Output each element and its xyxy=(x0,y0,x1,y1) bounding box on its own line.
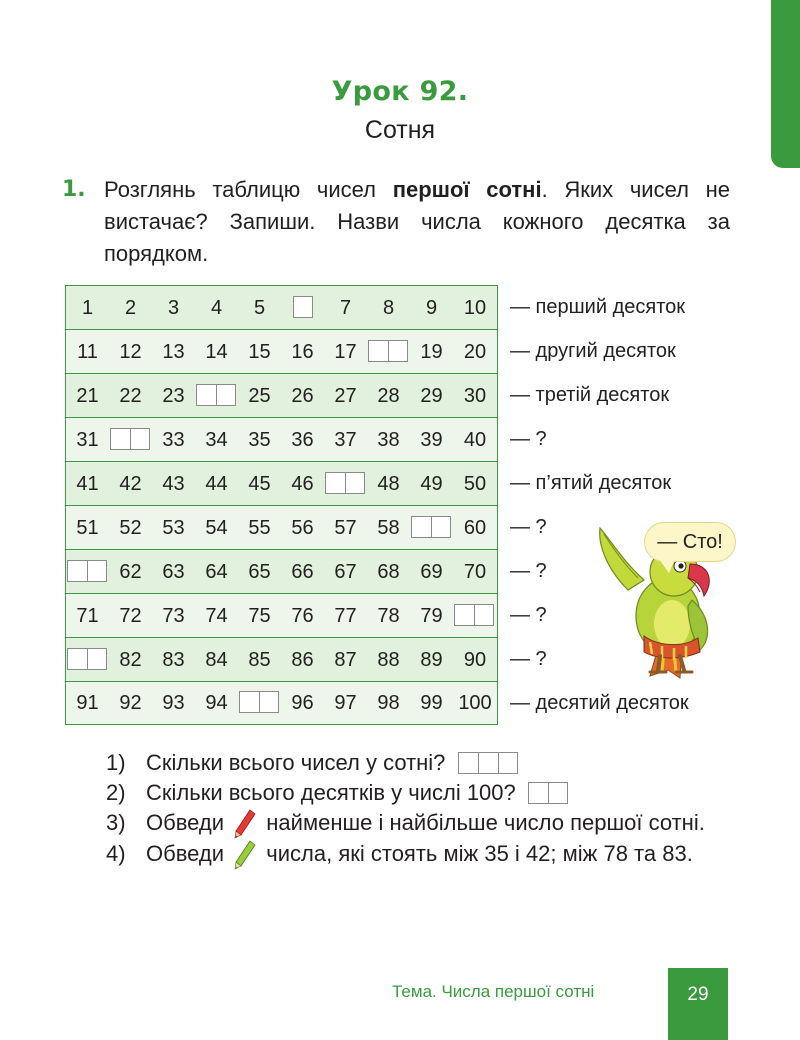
number-cell: 34 xyxy=(205,428,228,451)
number-cell: 46 xyxy=(291,472,314,495)
number-cell: 44 xyxy=(205,472,228,495)
number-cell: 86 xyxy=(291,648,314,671)
number-cell: 98 xyxy=(377,692,400,714)
number-cell: 99 xyxy=(420,692,443,714)
number-cell: 97 xyxy=(334,692,357,714)
number-cell: 7 xyxy=(339,296,352,319)
task-number: 1. xyxy=(62,177,86,202)
number-cell: 88 xyxy=(377,648,400,671)
number-cell: 70 xyxy=(463,560,487,583)
question-text-after: найменше і найбільше число першої сотні. xyxy=(266,810,705,835)
number-cell: 82 xyxy=(119,648,142,671)
decade-label: — ? xyxy=(510,516,547,538)
number-cell: 26 xyxy=(291,384,314,407)
table-row xyxy=(66,373,497,417)
question-number: 4) xyxy=(106,841,126,867)
table-row xyxy=(66,681,497,725)
number-cell: 52 xyxy=(119,516,142,539)
number-cell: 56 xyxy=(291,516,314,539)
number-cell: 12 xyxy=(119,340,142,363)
decade-label: — ? xyxy=(510,560,547,582)
answer-box[interactable] xyxy=(454,604,494,626)
table-row xyxy=(66,637,497,681)
answer-box[interactable] xyxy=(325,472,365,494)
number-cell: 49 xyxy=(420,472,443,495)
number-cell: 55 xyxy=(248,516,271,539)
number-cell: 84 xyxy=(205,648,228,671)
number-cell: 15 xyxy=(248,340,271,363)
table-row xyxy=(66,549,497,593)
number-cell: 64 xyxy=(205,560,228,583)
question-number: 3) xyxy=(106,810,126,835)
answer-box-2-digit[interactable] xyxy=(528,782,568,804)
number-cell: 53 xyxy=(162,516,185,539)
number-cell: 78 xyxy=(377,604,400,627)
question-2 xyxy=(106,778,730,808)
number-cell: 27 xyxy=(334,384,357,407)
number-cell: 72 xyxy=(119,604,142,627)
answer-box[interactable] xyxy=(110,428,150,450)
decade-label: — другий десяток xyxy=(510,340,676,362)
number-cell: 23 xyxy=(162,384,185,407)
decade-label: — перший десяток xyxy=(510,296,686,318)
number-cell: 42 xyxy=(119,472,142,495)
number-cell: 1 xyxy=(81,296,94,319)
number-cell: 33 xyxy=(162,428,185,451)
number-cell: 90 xyxy=(463,648,487,671)
missing-number-cell xyxy=(195,374,238,418)
question-text: Скільки всього десятків у числі 100? xyxy=(146,780,516,805)
number-cell: 40 xyxy=(463,428,487,451)
number-cell: 3 xyxy=(167,296,180,319)
number-cell: 22 xyxy=(119,384,142,407)
lesson-subtitle: Сотня xyxy=(364,116,436,144)
number-cell: 41 xyxy=(76,472,99,495)
number-cell: 67 xyxy=(334,560,357,583)
question-text-after: числа, які стоять між 35 і 42; між 78 та 83. xyxy=(266,841,693,867)
number-cell: 43 xyxy=(162,472,185,495)
missing-number-cell xyxy=(66,550,109,594)
decade-label: — ? xyxy=(510,604,547,626)
number-cell: 93 xyxy=(162,692,185,714)
question-number: 2) xyxy=(106,780,126,805)
decade-label: — ? xyxy=(510,428,547,450)
question-3 xyxy=(106,808,730,839)
number-cell: 74 xyxy=(205,604,228,627)
number-cell: 8 xyxy=(382,296,395,319)
number-cell: 73 xyxy=(162,604,185,627)
answer-box[interactable] xyxy=(239,691,279,713)
number-cell: 11 xyxy=(77,340,98,363)
task-text-before: Розглянь таблицю чисел xyxy=(104,177,393,202)
table-row xyxy=(66,329,497,373)
missing-number-cell xyxy=(324,462,367,506)
number-cell: 38 xyxy=(377,428,400,451)
number-cell: 35 xyxy=(248,428,271,451)
number-cell: 39 xyxy=(420,428,443,451)
number-cell: 89 xyxy=(420,648,443,671)
decade-label: — десятий десяток xyxy=(510,692,689,714)
missing-number-cell xyxy=(281,286,324,330)
number-cell: 68 xyxy=(377,560,400,583)
number-cell: 85 xyxy=(248,648,271,671)
missing-number-cell xyxy=(238,681,281,725)
answer-box[interactable] xyxy=(67,560,107,582)
question-text-before: Обведи xyxy=(146,810,225,835)
number-cell: 71 xyxy=(76,604,99,627)
number-cell: 31 xyxy=(76,428,99,451)
number-cell: 16 xyxy=(291,340,314,363)
number-cell: 54 xyxy=(205,516,228,539)
number-cell: 51 xyxy=(76,516,99,539)
number-cell: 87 xyxy=(334,648,357,671)
number-cell: 21 xyxy=(76,384,99,407)
answer-box-3-digit[interactable] xyxy=(458,752,518,774)
number-cell: 92 xyxy=(119,692,142,714)
number-cell: 83 xyxy=(162,648,185,671)
green-pencil-icon xyxy=(234,840,256,870)
table-row xyxy=(66,285,497,329)
lesson-title: Урок 92. xyxy=(331,76,469,107)
answer-box[interactable] xyxy=(368,340,408,362)
question-4 xyxy=(106,839,730,870)
missing-number-cell xyxy=(453,594,497,638)
answer-box[interactable] xyxy=(411,516,451,538)
number-cell: 69 xyxy=(420,560,443,583)
number-cell: 19 xyxy=(420,340,443,363)
answer-box[interactable] xyxy=(67,648,107,670)
number-cell: 29 xyxy=(420,384,443,407)
number-cell: 100 xyxy=(458,692,492,714)
table-row xyxy=(66,461,497,505)
number-cell: 2 xyxy=(124,296,137,319)
number-cell: 37 xyxy=(334,428,357,451)
number-cell: 94 xyxy=(205,692,228,714)
number-cell: 77 xyxy=(334,604,357,627)
task-1 xyxy=(62,174,730,270)
number-cell: 63 xyxy=(162,560,185,583)
number-cell: 14 xyxy=(205,340,228,363)
footer-topic: Тема. Числа першої сотні xyxy=(392,982,595,1001)
task-text xyxy=(62,174,730,270)
decade-label: — третій десяток xyxy=(510,384,670,406)
missing-number-cell xyxy=(367,330,410,374)
number-cell: 65 xyxy=(248,560,271,583)
question-number: 1) xyxy=(106,750,126,775)
number-cell: 50 xyxy=(463,472,487,495)
number-cell: 20 xyxy=(463,340,487,363)
table-row xyxy=(66,417,497,461)
number-cell: 79 xyxy=(420,604,443,627)
number-cell: 45 xyxy=(248,472,271,495)
question-text: Скільки всього чисел у сотні? xyxy=(146,750,446,775)
number-cell: 9 xyxy=(425,296,438,319)
number-cell: 28 xyxy=(377,384,400,407)
missing-number-cell xyxy=(109,418,152,462)
number-cell: 76 xyxy=(291,604,314,627)
number-cell: 25 xyxy=(248,384,271,407)
number-cell: 58 xyxy=(377,516,400,539)
number-cell: 36 xyxy=(291,428,314,451)
task-text-after: . Яких чисел не вистачає? Запиши. Назви числа кожного десятка за порядком. xyxy=(104,177,730,266)
table-row xyxy=(66,593,497,637)
speech-bubble: — Сто! xyxy=(644,522,736,562)
number-cell: 17 xyxy=(334,340,357,363)
question-text-before: Обведи xyxy=(146,841,225,867)
number-cell: 10 xyxy=(463,296,487,319)
decade-label: — ? xyxy=(510,648,547,670)
number-cell: 5 xyxy=(253,296,266,319)
number-cell: 13 xyxy=(162,340,185,363)
missing-number-cell xyxy=(410,506,453,550)
number-cell: 57 xyxy=(334,516,357,539)
decade-label: — п’ятий десяток xyxy=(510,472,672,494)
table-row xyxy=(66,505,497,549)
number-cell: 62 xyxy=(119,560,142,583)
answer-box[interactable] xyxy=(196,384,236,406)
page-number: 29 xyxy=(668,968,728,1040)
number-cell: 60 xyxy=(463,516,487,539)
task-text-bold: першої сотні xyxy=(392,177,542,202)
question-1 xyxy=(106,748,730,778)
number-cell: 30 xyxy=(463,384,487,407)
number-cell: 91 xyxy=(76,692,99,714)
number-cell: 75 xyxy=(248,604,271,627)
hundred-table xyxy=(65,285,498,725)
red-pencil-icon xyxy=(234,809,256,839)
number-cell: 66 xyxy=(291,560,314,583)
number-cell: 4 xyxy=(210,296,223,319)
number-cell: 96 xyxy=(291,692,314,714)
answer-box[interactable] xyxy=(293,296,313,318)
number-cell: 48 xyxy=(377,472,400,495)
missing-number-cell xyxy=(66,638,109,682)
question-list xyxy=(106,748,730,870)
